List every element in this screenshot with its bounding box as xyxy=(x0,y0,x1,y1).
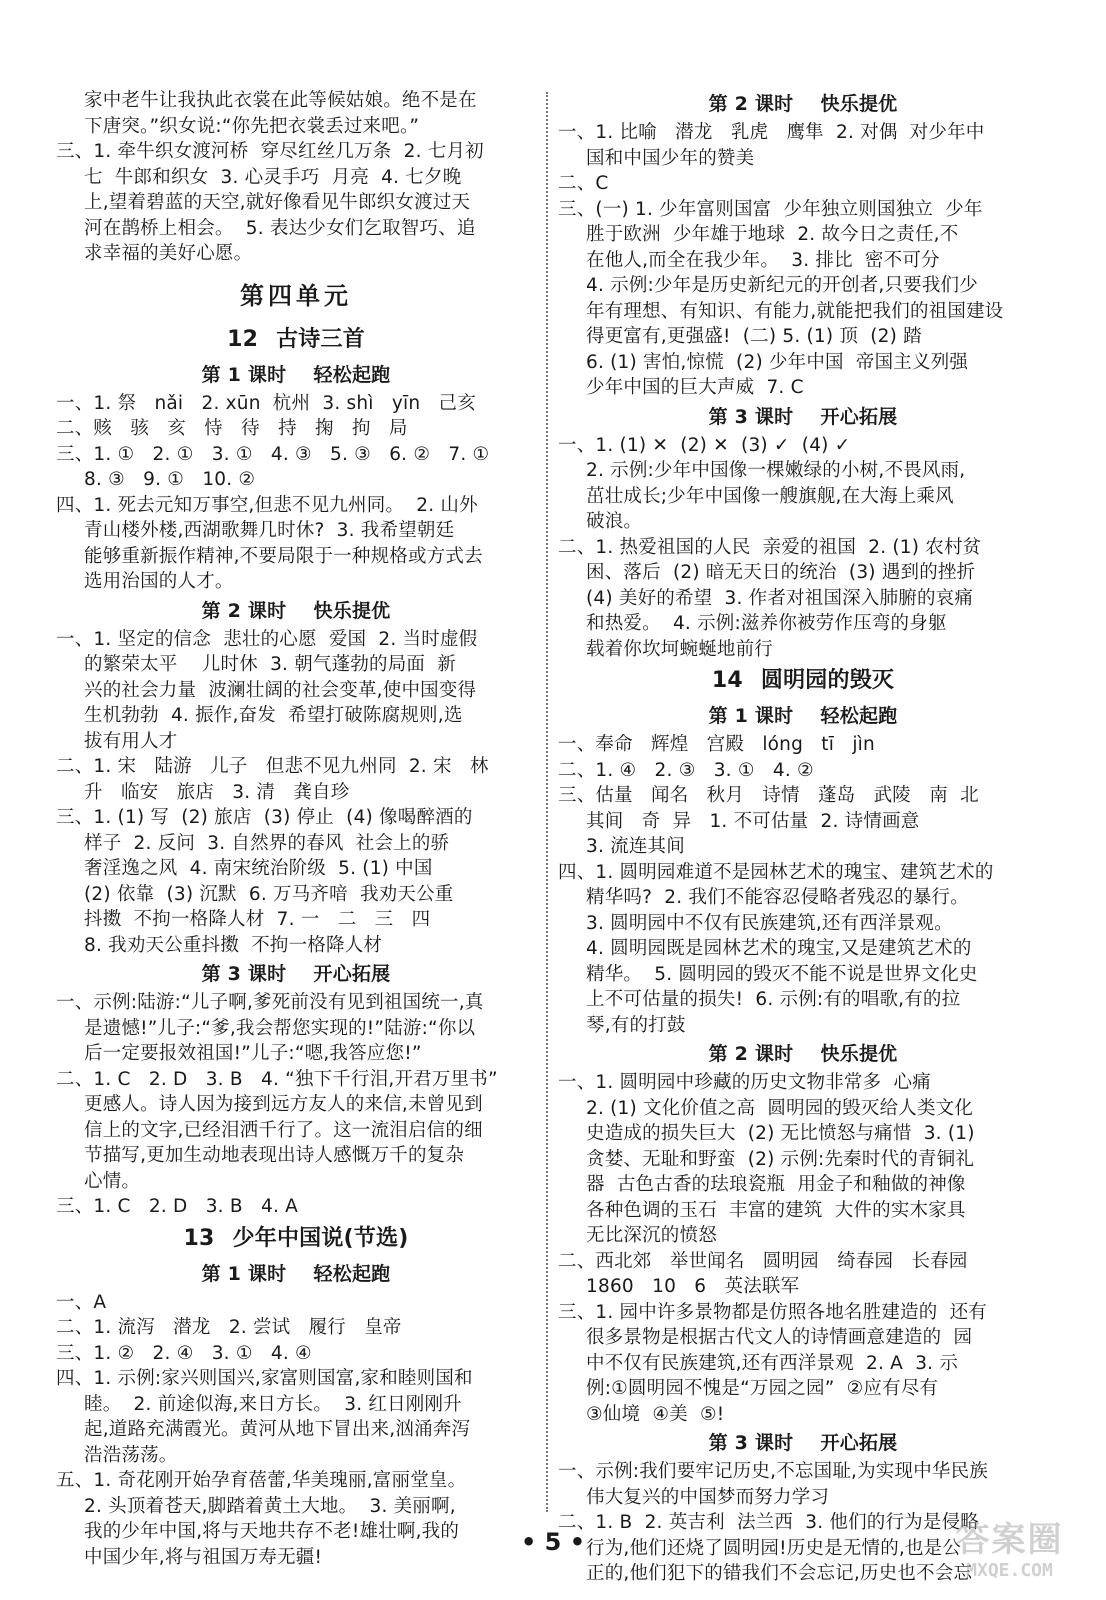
section-heading: 第 2 课时 快乐提优 xyxy=(708,93,898,115)
unit-heading: 第四单元 xyxy=(240,281,352,310)
answer-line: 三、1. 牵牛织女渡河桥 穿尽红丝几万条 2. 七月初 xyxy=(56,141,484,162)
answer-line: 3. 圆明园中不仅有民族建筑,还有西洋景观。 xyxy=(586,912,953,934)
answer-line: 例:①圆明园不愧是“万园之园” ②应有尽有 xyxy=(586,1378,939,1399)
answer-line: 二、1. ④ 2. ③ 3. ① 4. ② xyxy=(558,759,814,781)
answer-line: 我的少年中国,将与天地共存不老!雄壮啊,我的 xyxy=(84,1521,460,1542)
answer-line: 三、1. 园中许多景物都是仿照各地名胜建造的 还有 xyxy=(558,1301,987,1323)
answer-line: 二、1. C 2. D 3. B 4. “独下千行泪,开君万里书” xyxy=(56,1068,498,1090)
answer-line: 七 牛郎和织女 3. 心灵手巧 月亮 4. 七夕晚 xyxy=(84,166,462,188)
section-heading: 第 3 课时 开心拓展 xyxy=(708,1432,898,1454)
answer-line: 8. ③ 9. ① 10. ② xyxy=(84,469,256,490)
answer-line: 无比深沉的愤怒 xyxy=(586,1225,717,1246)
lesson-number: 14 xyxy=(711,668,743,693)
right-column xyxy=(558,88,1048,1587)
column-divider xyxy=(546,92,548,1512)
lesson-title xyxy=(56,321,536,359)
answer-line: 升 临安 旅店 3. 清 龚自珍 xyxy=(84,781,350,803)
answer-line: 上不可估量的损失! 6. 示例:有的唱歌,有的拉 xyxy=(586,989,961,1010)
answer-line: 2. 头顶着苍天,脚踏着黄土大地。 3. 美丽啊, xyxy=(84,1495,456,1517)
answer-line: 8. 我劝天公重抖擞 不拘一格降人材 xyxy=(84,934,383,956)
answer-line: 二、1. 宋 陆游 儿子 但悲不见九州同 2. 宋 林 xyxy=(56,756,489,777)
section-heading: 第 1 课时 轻松起跑 xyxy=(201,1262,391,1285)
answer-line: 拔有用人才 xyxy=(84,730,178,752)
answer-line: 抖擞 不拘一格降人材 7. 一 二 三 四 xyxy=(84,909,431,930)
answer-line: 兴的社会力量 波澜壮阔的社会变革,使中国变得 xyxy=(84,679,477,701)
answer-line: 6. (1) 害怕,惊慌 (2) 少年中国 帝国主义列强 xyxy=(586,351,969,373)
answer-line: 二、1. 流泻 潜龙 2. 尝试 履行 皇帝 xyxy=(56,1317,402,1338)
section-heading: 第 1 课时 轻松起跑 xyxy=(201,363,391,386)
answer-line: 浩浩荡荡。 xyxy=(84,1444,178,1466)
answer-line: 选用治国的人才。 xyxy=(84,571,234,592)
answer-line: 2. 示例:少年中国像一棵嫩绿的小树,不畏风雨, xyxy=(586,460,966,481)
answer-line: 奢淫逸之风 4. 南宋统治阶级 5. (1) 中国 xyxy=(84,858,433,879)
answer-line: 后一定要报效祖国!”儿子:“嗯,我答应您!” xyxy=(84,1043,422,1064)
answer-line: 年有理想、有知识、有能力,就能把我们的祖国建设 xyxy=(586,300,1004,322)
answer-line: 三、(一) 1. 少年富则国富 少年独立则国独立 少年 xyxy=(558,198,983,220)
answer-line: 少年中国的巨大声威 7. C xyxy=(586,377,804,398)
answer-line: 中不仅有民族建筑,还有西洋景观 2. A 3. 示 xyxy=(586,1352,959,1374)
answer-line: 一、1. 坚定的信念 悲壮的心愿 爱国 2. 当时虚假 xyxy=(56,628,478,650)
answer-line: 3. 流连其间 xyxy=(586,836,685,857)
answer-line: 困、落后 (2) 暗无天日的统治 (3) 遇到的挫折 xyxy=(586,562,976,583)
answer-line: 是遗憾!”儿子:“爹,我会帮您实现的!”陆游:“你以 xyxy=(84,1017,476,1039)
answer-line: 各种色调的玉石 丰富的建筑 大件的实木家具 xyxy=(586,1199,966,1221)
answer-line: 求幸福的美好心愿。 xyxy=(84,243,253,264)
answer-line: 贪婪、无耻和野蛮 (2) 示例:先秦时代的青铜礼 xyxy=(586,1148,975,1170)
answer-line: 一、示例:陆游:“儿子啊,爹死前没有见到祖国统一,真 xyxy=(56,992,484,1013)
page-number: • 5 • xyxy=(520,1528,586,1556)
answer-line: 茁壮成长;少年中国像一艘旗舰,在大海上乘风 xyxy=(586,485,954,507)
answer-line: 节描写,更加生动地表现出诗人感慨万千的复杂 xyxy=(84,1145,465,1166)
answer-line: 河在鹊桥上相会。 5. 表达少女们乞取智巧、追 xyxy=(84,217,476,239)
answer-line: 中国少年,将与祖国万寿无疆! xyxy=(84,1546,323,1568)
answer-line: 生机勃勃 4. 振作,奋发 希望打破陈腐规则,选 xyxy=(84,705,463,726)
answer-line: 信上的文字,已经泪洒千行了。这一流泪启信的细 xyxy=(84,1119,483,1141)
answer-line: 能够重新振作精神,不要局限于一种规格或方式去 xyxy=(84,545,483,567)
answer-line: 精华吗? 2. 我们不能容忍侵略者残忍的暴行。 xyxy=(586,887,969,908)
answer-line: 四、1. 死去元知万事空,但悲不见九州同。 2. 山外 xyxy=(56,494,478,516)
answer-line: 青山楼外楼,西湖歌舞几时休? 3. 我希望朝廷 xyxy=(84,520,455,541)
answer-line: 在他人,而全在我少年。 3. 排比 密不可分 xyxy=(586,249,940,271)
answer-line: 的繁荣太平 儿时休 3. 朝气蓬勃的局面 新 xyxy=(84,654,456,675)
answer-line: 器 古色古香的珐琅瓷瓶 用金子和釉做的神像 xyxy=(586,1174,966,1195)
answer-line: 一、奉命 辉煌 宫殿 lóng tī jìn xyxy=(558,734,875,755)
answer-line: 样子 2. 反问 3. 自然界的春风 社会上的骄 xyxy=(84,832,450,854)
answer-line: 琴,有的打鼓 xyxy=(586,1014,686,1036)
answer-line: 行为,他们还烧了圆明园!历史是无情的,也是公 xyxy=(586,1537,962,1559)
watermark-text: 答案圈 xyxy=(955,1520,1064,1560)
answer-line: 和热爱。 4. 示例:滋养你被劳作压弯的身躯 xyxy=(586,613,947,634)
answer-line: 破浪。 xyxy=(586,511,643,532)
answer-line: 1860 10 6 英法联军 xyxy=(586,1276,800,1297)
answer-line: 4. 示例:少年是历史新纪元的开创者,只要我们少 xyxy=(586,275,978,296)
answer-line: 得更富有,更强盛! (二) 5. (1) 顶 (2) 踏 xyxy=(586,326,922,347)
answer-line: 起,道路充满霞光。黄河从地下冒出来,汹涌奔泻 xyxy=(84,1419,471,1440)
lesson-name: 圆明园的毁灭 xyxy=(760,668,895,693)
lesson-number: 13 xyxy=(183,1225,215,1251)
answer-line: 一、A xyxy=(56,1291,107,1313)
answer-line: 下唐突。”织女说:“你先把衣裳丢过来吧。” xyxy=(84,115,420,137)
answer-line: 载着你坎坷蜿蜒地前行 xyxy=(586,638,774,660)
answer-line: 二、西北郊 举世闻名 圆明园 绮春园 长春园 xyxy=(558,1250,968,1272)
watermark-logo xyxy=(927,1520,1092,1590)
answer-line: 三、1. C 2. D 3. B 4. A xyxy=(56,1196,298,1217)
answer-line: 三、估量 闻名 秋月 诗情 蓬岛 武陵 南 北 xyxy=(558,785,979,806)
answer-line: 正的,他们犯下的错我们不会忘记,历史也不会忘 xyxy=(586,1563,973,1584)
answer-line: 四、1. 示例:家兴则国兴,家富则国富,家和睦则国和 xyxy=(56,1368,473,1389)
left-column xyxy=(56,88,536,1570)
section-heading: 第 2 课时 快乐提优 xyxy=(708,1043,898,1065)
answer-line: 家中老牛让我执此衣裳在此等候姑娘。绝不是在 xyxy=(84,90,477,111)
answer-line: 史造成的损失巨大 (2) 无比愤怒与痛惜 3. (1) xyxy=(586,1123,975,1144)
answer-line: 一、示例:我们要牢记历史,不忘国耻,为实现中华民族 xyxy=(558,1461,988,1482)
answer-line: 2. (1) 文化价值之高 圆明园的毁灭给人类文化 xyxy=(586,1097,974,1119)
lesson-title xyxy=(56,1220,536,1258)
answer-line: 五、1. 奇花刚开始孕育蓓蕾,华美瑰丽,富丽堂皇。 xyxy=(56,1470,467,1491)
answer-line: 心情。 xyxy=(84,1170,141,1192)
answer-line: 一、1. 比喻 潜龙 乳虎 鹰隼 2. 对偶 对少年中 xyxy=(558,122,985,143)
answer-line: 四、1. 圆明园难道不是园林艺术的瑰宝、建筑艺术的 xyxy=(558,861,994,883)
section-heading: 第 3 课时 开心拓展 xyxy=(201,963,391,985)
lesson-title xyxy=(558,662,1048,700)
answer-line: 4. 圆明园既是园林艺术的瑰宝,又是建筑艺术的 xyxy=(586,938,972,959)
watermark-url: MXQE.COM xyxy=(966,1560,1053,1581)
section-heading: 第 2 课时 快乐提优 xyxy=(201,599,391,622)
section-heading: 第 1 课时 轻松起跑 xyxy=(708,705,898,727)
answer-line: 其间 奇 异 1. 不可估量 2. 诗情画意 xyxy=(586,810,920,832)
answer-line: 很多景物是根据古代文人的诗情画意建造的 园 xyxy=(586,1327,973,1348)
answer-line: 胜于欧洲 少年雄于地球 2. 故今日之责任,不 xyxy=(586,224,959,245)
answer-line: 三、1. ① 2. ① 3. ① 4. ③ 5. ③ 6. ② 7. ① xyxy=(56,443,490,465)
answer-line: 更感人。诗人因为接到远方友人的来信,未曾见到 xyxy=(84,1094,483,1115)
answer-line: 伟大复兴的中国梦而努力学习 xyxy=(586,1486,830,1508)
lesson-name: 古诗三首 xyxy=(276,326,365,352)
answer-line: 精华。 5. 圆明园的毁灭不能不说是世界文化史 xyxy=(586,963,978,985)
answer-line: (4) 美好的希望 3. 作者对祖国深入肺腑的哀痛 xyxy=(586,587,974,609)
answer-line: 二、C xyxy=(558,173,609,194)
answer-line: 一、1. (1) ✕ (2) ✕ (3) ✓ (4) ✓ xyxy=(558,434,851,456)
answer-line: 一、1. 圆明园中珍藏的历史文物非常多 心痛 xyxy=(558,1072,931,1093)
answer-line: 二、赅 骇 亥 恃 待 持 掬 拘 局 xyxy=(56,418,408,439)
answer-line: 上,望着碧蓝的天空,就好像看见牛郎织女渡过天 xyxy=(84,192,471,213)
answer-line: 二、1. 热爱祖国的人民 亲爱的祖国 2. (1) 农村贫 xyxy=(558,536,982,558)
lesson-name: 少年中国说(节选) xyxy=(232,1225,409,1251)
answer-line: (2) 依靠 (3) 沉默 6. 万马齐喑 我劝天公重 xyxy=(84,883,454,905)
answer-line: 国和中国少年的赞美 xyxy=(586,147,755,169)
answer-line: 二、1. B 2. 英吉利 法兰西 3. 他们的行为是侵略 xyxy=(558,1512,979,1533)
answer-line: ③仙境 ④美 ⑤! xyxy=(586,1403,725,1425)
answer-line: 三、1. (1) 写 (2) 旅店 (3) 停止 (4) 像喝醉酒的 xyxy=(56,807,473,828)
lesson-number: 12 xyxy=(227,326,259,352)
section-heading: 第 3 课时 开心拓展 xyxy=(708,405,898,428)
answer-line: 三、1. ② 2. ④ 3. ① 4. ④ xyxy=(56,1342,312,1364)
answer-line: 睦。 2. 前途似海,来日方长。 3. 红日刚刚升 xyxy=(84,1393,462,1415)
answer-line: 一、1. 祭 nǎi 2. xūn 杭州 3. shì yīn 己亥 xyxy=(56,392,476,414)
